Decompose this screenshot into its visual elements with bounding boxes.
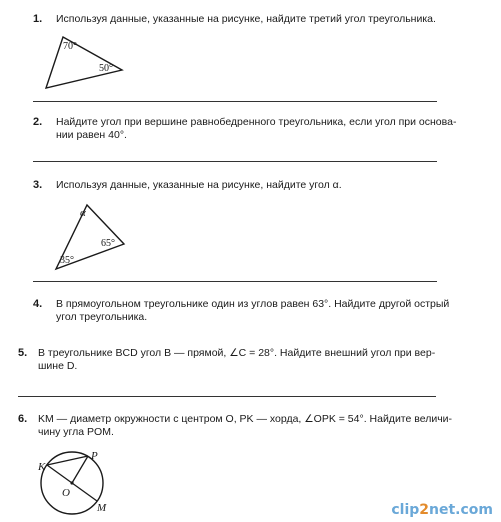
- figure-1-angle-b: 50°: [99, 63, 113, 74]
- task-2-text-line2: нии равен 40°.: [56, 129, 127, 141]
- task-1-number: 1.: [33, 13, 43, 25]
- watermark-part3: net.com: [429, 502, 493, 518]
- figure-6-label-p: P: [91, 450, 98, 462]
- figure-3-angle-b: 35°: [60, 255, 74, 266]
- watermark-part1: clip: [391, 502, 420, 518]
- watermark-part2: 2: [419, 502, 430, 518]
- figure-6-label-o: O: [62, 487, 70, 499]
- task-6-text-line1: KM — диаметр окружности с центром O, PK — хорда, ∠OPK = 54°. Найдите величи-: [38, 413, 453, 425]
- task-5-text-line2: шине D.: [38, 360, 78, 372]
- task-6-number: 6.: [18, 413, 28, 425]
- task-1-text: Используя данные, указанные на рисунке, найдите третий угол треугольника.: [56, 13, 436, 25]
- watermark-logo: [391, 502, 493, 518]
- figure-6-label-k: K: [38, 461, 46, 473]
- task-5-text-line1: В треугольнике BCD угол B — прямой, ∠C = 28°. Найдите внешний угол при вер-: [38, 347, 436, 359]
- figure-1-angle-a: 70°: [63, 41, 77, 52]
- figure-3-angle-alpha: α: [80, 207, 86, 219]
- task-6-text-line2: чину угла POM.: [38, 426, 114, 438]
- task-3-text: Используя данные, указанные на рисунке, найдите угол α.: [56, 179, 342, 191]
- figure-6-label-m: M: [97, 502, 107, 514]
- task-4-text-line2: угол треугольника.: [56, 311, 148, 323]
- task-4-number: 4.: [33, 298, 43, 310]
- task-5-number: 5.: [18, 347, 28, 359]
- task-3-number: 3.: [33, 179, 43, 191]
- task-2-number: 2.: [33, 116, 43, 128]
- task-2-text-line1: Найдите угол при вершине равнобедренного треугольника, если угол при основа-: [56, 116, 457, 128]
- figure-3-angle-a: 65°: [101, 238, 115, 249]
- task-4-text-line1: В прямоугольном треугольнике один из углов равен 63°. Найдите другой острый: [56, 298, 450, 310]
